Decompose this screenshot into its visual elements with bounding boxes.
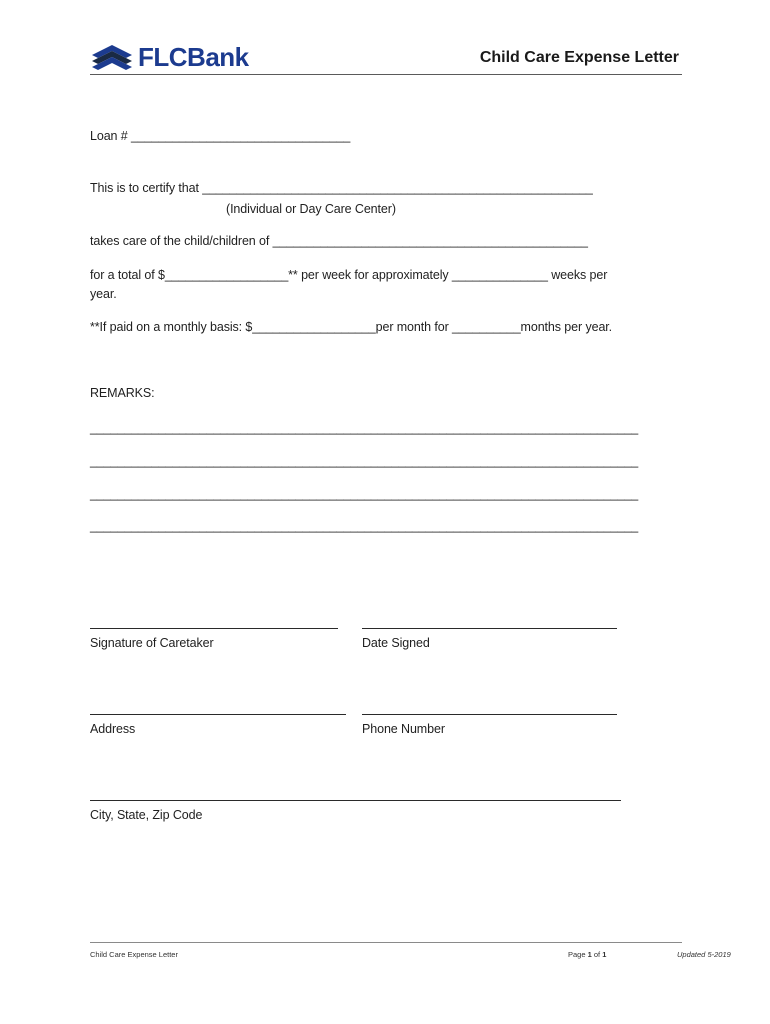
takes-care-field[interactable]: takes care of the child/children of ______________________________________________ <box>90 234 588 248</box>
flcbank-logo <box>90 42 260 72</box>
monthly-basis-field[interactable]: **If paid on a monthly basis: $__________________per month for __________months per year. <box>90 320 613 334</box>
logo-mark-icon <box>90 43 134 71</box>
city-state-zip-line[interactable] <box>90 800 621 801</box>
footer-document-name: Child Care Expense Letter <box>90 950 178 959</box>
remarks-line[interactable]: ________________________________________________________________________________ <box>90 487 639 501</box>
document-title: Child Care Expense Letter <box>479 49 679 66</box>
caretaker-signature-line[interactable] <box>90 628 338 629</box>
brand-name: FLCBank <box>138 42 249 72</box>
page-separator: of <box>591 950 603 959</box>
weekly-total-continued: year. <box>90 287 117 301</box>
total-pages: 1 <box>602 950 607 959</box>
remarks-line[interactable]: ________________________________________________________________________________ <box>90 421 639 435</box>
city-state-zip-label: City, State, Zip Code <box>90 808 203 822</box>
date-signed-label: Date Signed <box>362 636 430 650</box>
caretaker-signature-label: Signature of Caretaker <box>90 636 214 650</box>
page-prefix: Page <box>568 950 588 959</box>
remarks-line[interactable]: ________________________________________________________________________________ <box>90 519 639 533</box>
header-rule <box>90 74 682 75</box>
address-line[interactable] <box>90 714 346 715</box>
footer-page-number <box>568 950 606 959</box>
certify-hint: (Individual or Day Care Center) <box>226 202 396 216</box>
footer-rule <box>90 942 682 943</box>
weekly-total-field[interactable]: for a total of $__________________** per week for approximately ______________ weeks per <box>90 268 608 282</box>
certify-field[interactable]: This is to certify that _________________________________________________________ <box>90 181 593 195</box>
loan-number-field[interactable]: Loan # ________________________________ <box>90 129 351 143</box>
date-signed-line[interactable] <box>362 628 617 629</box>
phone-number-label: Phone Number <box>362 722 445 736</box>
remarks-line[interactable]: ________________________________________________________________________________ <box>90 454 639 468</box>
address-label: Address <box>90 722 136 736</box>
phone-number-line[interactable] <box>362 714 617 715</box>
footer-updated-date: Updated 5-2019 <box>677 950 731 959</box>
current-page: 1 <box>587 950 592 959</box>
remarks-label: REMARKS: <box>90 386 155 400</box>
